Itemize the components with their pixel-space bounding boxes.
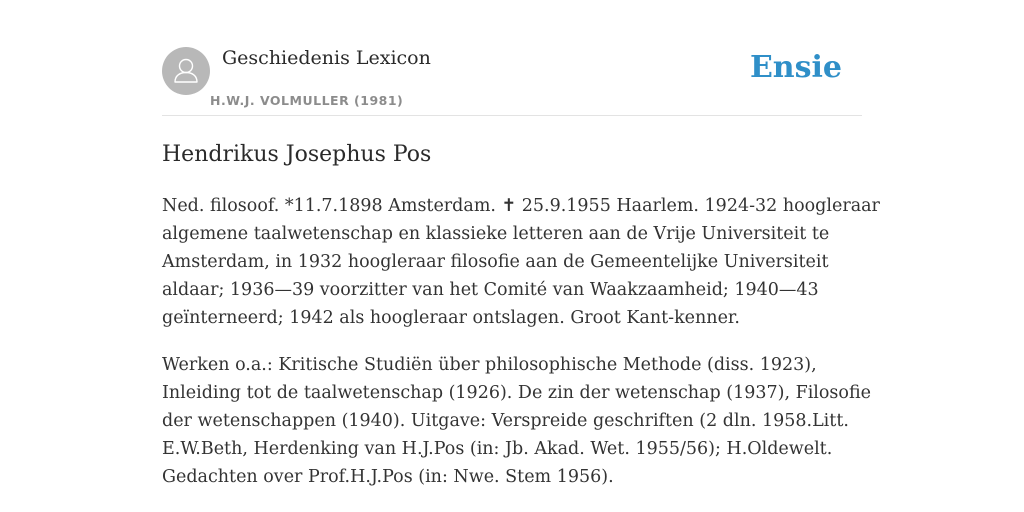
lexicon-title[interactable]: Geschiedenis Lexicon (222, 47, 431, 69)
paragraph-line: aldaar; 1936—39 voorzitter van het Comité van Waakzaamheid; 1940—43 (162, 280, 819, 300)
paragraph-line: E.W.Beth, Herdenking van H.J.Pos (in: Jb. Akad. Wet. 1955/56); H.Oldewelt. (162, 439, 833, 459)
paragraph-line: algemene taalwetenschap en klassieke letteren aan de Vrije Universiteit te (162, 224, 830, 244)
user-outline-icon (162, 47, 210, 95)
entry-paragraph-2 (162, 351, 871, 491)
brand-logo[interactable]: Ensie (749, 50, 842, 85)
paragraph-line: Werken o.a.: Kritische Studiën über philosophische Methode (diss. 1923), (162, 355, 817, 375)
paragraph-line: Inleiding tot de taalwetenschap (1926). De zin der wetenschap (1937), Filosofie (162, 383, 871, 403)
paragraph-line: Ned. filosoof. *11.7.1898 Amsterdam. ✝ 25.9.1955 Haarlem. 1924-32 hoogleraar (162, 196, 880, 216)
paragraph-line: Amsterdam, in 1932 hoogleraar filosofie aan de Gemeentelijke Universiteit (162, 252, 829, 272)
paragraph-line: Gedachten over Prof.H.J.Pos (in: Nwe. Stem 1956). (162, 467, 614, 487)
header-divider (162, 115, 862, 116)
author-name[interactable]: H.W.J. VOLMULLER (1981) (210, 93, 404, 108)
avatar[interactable] (162, 47, 210, 95)
paragraph-line: der wetenschappen (1940). Uitgave: Verspreide geschriften (2 dln. 1958.Litt. (162, 411, 849, 431)
entry-title: Hendrikus Josephus Pos (162, 142, 432, 167)
paragraph-line: geïnterneerd; 1942 als hoogleraar ontslagen. Groot Kant-kenner. (162, 308, 740, 328)
entry-paragraph-1 (162, 192, 880, 332)
